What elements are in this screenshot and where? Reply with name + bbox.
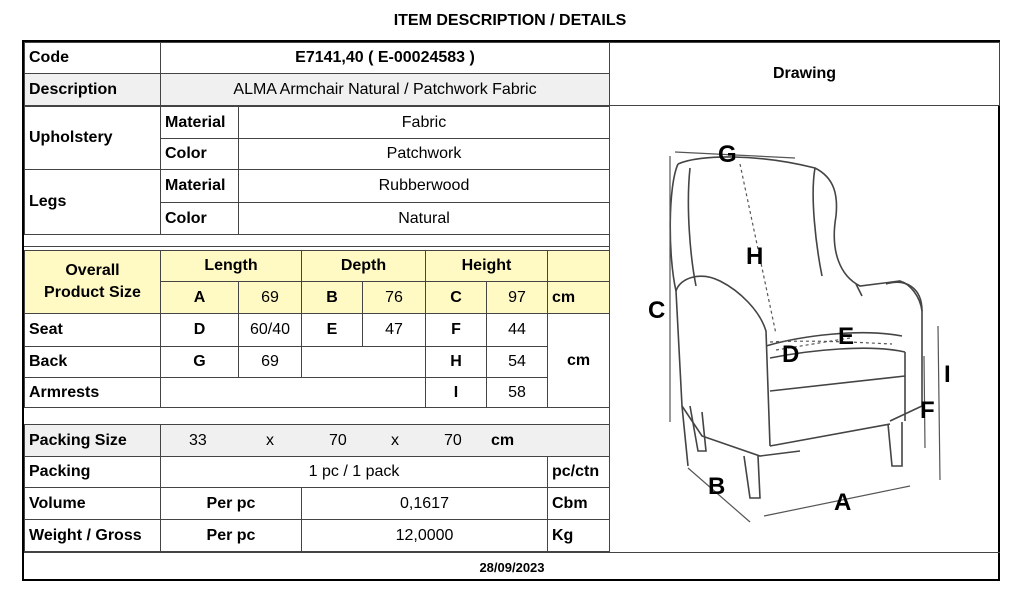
armrests-i-value: 58 xyxy=(486,377,548,408)
code-value: E7141,40 ( E-00024583 ) xyxy=(160,42,610,74)
weight-label: Weight / Gross xyxy=(24,519,161,552)
packing-size-x1: x xyxy=(266,431,274,449)
volume-value: 0,1617 xyxy=(301,487,548,520)
dim-a-value: 69 xyxy=(238,281,302,314)
packing-size-value xyxy=(160,424,610,457)
back-g-label: G xyxy=(160,346,239,378)
armrests-i-label: I xyxy=(425,377,487,408)
height-header: Height xyxy=(425,250,548,282)
overall-size-label: Overall Product Size xyxy=(24,250,161,314)
seat-f-label: F xyxy=(425,313,487,347)
drawing-label-h: H xyxy=(746,243,764,270)
upholstery-material-label: Material xyxy=(160,106,239,139)
dim-unit: cm xyxy=(547,281,610,314)
back-g-value: 69 xyxy=(238,346,302,378)
drawing-label-i: I xyxy=(944,361,951,388)
code-label: Code xyxy=(24,42,161,74)
drawing-cell-border xyxy=(609,106,1000,553)
packing-size-label: Packing Size xyxy=(24,424,161,457)
drawing-label-b: B xyxy=(708,473,726,500)
packing-size-v3: 70 xyxy=(444,431,462,449)
back-blank xyxy=(301,346,426,378)
packing-unit: pc/ctn xyxy=(547,456,610,488)
weight-per: Per pc xyxy=(160,519,302,552)
seat-e-label: E xyxy=(301,313,363,347)
seat-back-unit-cell xyxy=(547,313,610,408)
drawing-label-e: E xyxy=(838,323,855,350)
dim-b-value: 76 xyxy=(362,281,426,314)
back-label: Back xyxy=(24,346,161,378)
drawing-label-c: C xyxy=(648,297,666,324)
packing-size-unit: cm xyxy=(491,431,515,449)
legs-material-label: Material xyxy=(160,169,239,203)
weight-unit: Kg xyxy=(547,519,610,552)
packing-size-x2: x xyxy=(391,431,399,449)
upholstery-label: Upholstery xyxy=(24,106,161,170)
back-h-label: H xyxy=(425,346,487,378)
dim-b-label: B xyxy=(301,281,363,314)
drawing-label-d: D xyxy=(782,341,800,368)
volume-unit: Cbm xyxy=(547,487,610,520)
armrests-blank xyxy=(160,377,426,408)
drawing-label-g: G xyxy=(718,141,737,168)
volume-per: Per pc xyxy=(160,487,302,520)
row-spacer xyxy=(24,407,610,425)
drawing-label: Drawing xyxy=(609,42,1000,106)
page-title: ITEM DESCRIPTION / DETAILS xyxy=(393,12,627,29)
seat-d-label: D xyxy=(160,313,239,347)
seat-d-value: 60/40 xyxy=(238,313,302,347)
seat-e-value: 47 xyxy=(362,313,426,347)
dim-c-value: 97 xyxy=(486,281,548,314)
packing-value: 1 pc / 1 pack xyxy=(160,456,548,488)
armrests-label: Armrests xyxy=(24,377,161,408)
description-value: ALMA Armchair Natural / Patchwork Fabric xyxy=(160,73,610,106)
upholstery-material-value: Fabric xyxy=(238,106,610,139)
unit-header-blank xyxy=(547,250,610,282)
legs-label: Legs xyxy=(24,169,161,235)
drawing-label-a: A xyxy=(834,489,852,516)
seat-f-value: 44 xyxy=(486,313,548,347)
seat-label: Seat xyxy=(24,313,161,347)
packing-size-v2: 70 xyxy=(329,431,347,449)
weight-value: 12,0000 xyxy=(301,519,548,552)
packing-label: Packing xyxy=(24,456,161,488)
legs-color-value: Natural xyxy=(238,202,610,235)
dim-a-label: A xyxy=(160,281,239,314)
packing-size-v1: 33 xyxy=(189,431,207,449)
legs-material-value: Rubberwood xyxy=(238,169,610,203)
row-spacer xyxy=(24,234,610,247)
date-footer: 28/09/2023 xyxy=(24,552,1000,582)
dim-c-label: C xyxy=(425,281,487,314)
description-label: Description xyxy=(24,73,161,106)
length-header: Length xyxy=(160,250,302,282)
upholstery-color-label: Color xyxy=(160,138,239,170)
back-h-value: 54 xyxy=(486,346,548,378)
legs-color-label: Color xyxy=(160,202,239,235)
drawing-label-f: F xyxy=(920,397,935,424)
volume-label: Volume xyxy=(24,487,161,520)
upholstery-color-value: Patchwork xyxy=(238,138,610,170)
back-unit: cm xyxy=(566,351,591,369)
depth-header: Depth xyxy=(301,250,426,282)
